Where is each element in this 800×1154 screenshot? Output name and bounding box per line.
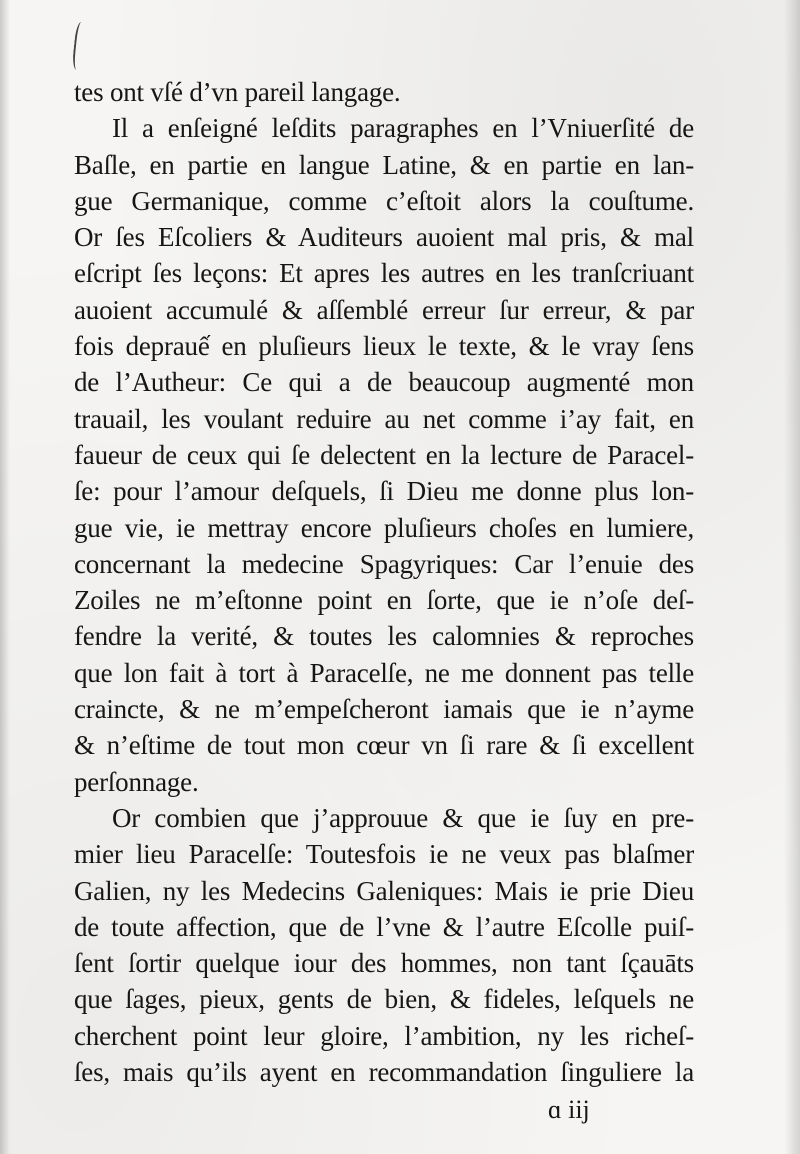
text-line: & n’eſtime de tout mon cœur vn ſi rare & ſi excellent	[74, 730, 694, 761]
text-line: Baſle, en partie en langue Latine, & en partie en lan-	[74, 149, 694, 180]
text-line: eſcript ſes leçons: Et apres les autres en les tranſcriuant	[74, 258, 694, 289]
text-line: perſonnage.	[74, 766, 199, 797]
text-line: Or ſes Eſcoliers & Auditeurs auoient mal pris, & mal	[74, 222, 694, 253]
text-line: ſent ſortir quelque iour des hommes, non tant ſçauāts	[74, 948, 694, 979]
text-line: Galien, ny les Medecins Galeniques: Mais ie prie Dieu	[74, 875, 694, 906]
text-line: cherchent point leur gloire, l’ambition, ny les richeſ-	[74, 1020, 694, 1051]
pen-mark	[72, 22, 89, 71]
text-line: Zoiles ne m’eſtonne point en ſorte, que ie n’oſe deſ-	[74, 585, 694, 616]
text-line: de toute affection, que de l’vne & l’autre Eſcolle puiſ-	[74, 911, 694, 942]
text-line: auoient accumulé & aſſemblé erreur ſur erreur, & par	[74, 294, 694, 325]
text-line: trauail, les voulant reduire au net comme i’ay fait, en	[74, 403, 694, 434]
text-line: Or combien que j’approuue & que ie ſuy en pre-	[112, 802, 694, 833]
text-line: fendre la verité, & toutes les calomnies & reproches	[74, 621, 694, 652]
text-line: ſes, mais qu’ils ayent en recommandation ſinguliere la	[74, 1057, 694, 1088]
text-line: que lon fait à tort à Paracelſe, ne me donnent pas telle	[74, 657, 694, 688]
page-left-edge-shadow	[0, 0, 10, 1154]
text-line: craincte, & ne m’empeſcheront iamais que ie n’ayme	[74, 694, 694, 725]
page-right-edge-shadow	[784, 0, 800, 1154]
text-line: faueur de ceux qui ſe delectent en la lecture de Paracel-	[74, 439, 694, 470]
text-line: de l’Autheur: Ce qui a de beaucoup augmenté mon	[74, 367, 694, 398]
signature-mark: ɑ iij	[548, 1095, 590, 1124]
text-line: que ſages, pieux, gents de bien, & fideles, leſquels ne	[74, 984, 694, 1015]
text-line: fois deprauế en pluſieurs lieux le texte, & le vray ſens	[74, 331, 694, 362]
text-line: mier lieu Paracelſe: Toutesfois ie ne veux pas blaſmer	[74, 839, 694, 870]
text-line: gue vie, ie mettray encore pluſieurs choſes en lumiere,	[74, 512, 694, 543]
text-line: Il a enſeigné leſdits paragraphes en l’Vniuerſité de	[112, 113, 694, 144]
text-line: tes ont vſé d’vn pareil langage.	[74, 77, 401, 107]
text-line: ſe: pour l’amour deſquels, ſi Dieu me donne plus lon-	[74, 476, 694, 507]
text-line: concernant la medecine Spagyriques: Car l’enuie des	[74, 548, 694, 579]
body-text	[74, 74, 694, 1090]
text-line: gue Germanique, comme c’eſtoit alors la couſtume.	[74, 185, 694, 216]
